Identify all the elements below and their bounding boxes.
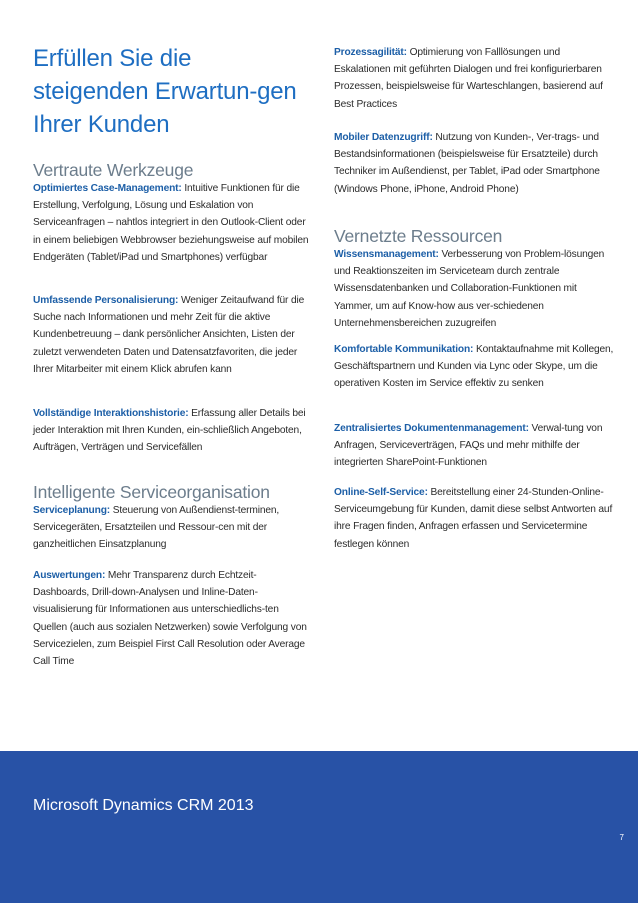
paragraph-personalisierung bbox=[33, 292, 309, 378]
paragraph-online-self-service bbox=[334, 484, 614, 553]
paragraph-text: Nutzung von Kunden-, Ver-trags- und Bestandsinformationen (beispielsweise für Ersatzteile) durch Techniker im Außendienst, per Tablet, iPad oder Smartphone (Windows Phone, iPhone, Android Phone) bbox=[334, 132, 600, 195]
paragraph-auswertungen bbox=[33, 567, 309, 670]
paragraph-text: Mehr Transparenz durch Echtzeit-Dashboards, Drill-down-Analysen und Inline-Daten-visualisierung für Informationen aus unterschiedlichs-ten Quellen (auch aus sozialen Netzwerken) sowie Verfolgung von Servicezielen, zum Beispiel First Call Resolution oder Average Call Time bbox=[33, 570, 307, 668]
paragraph-wissensmanagement bbox=[334, 246, 614, 332]
paragraph-text: Weniger Zeitaufwand für die Suche nach Informationen und mehr Zeit für die aktive Kundenbetreuung – dank persönlicher Ansichten, Listen der zuletzt verwendeten Daten und Datensatzfavoriten, die jeder Ihrer Mitarbeiter mit einem Klick abrufen kann bbox=[33, 295, 305, 375]
paragraph-serviceplanung bbox=[33, 502, 309, 554]
paragraph-lead: Prozessagilität: bbox=[334, 47, 407, 58]
paragraph-text: Optimierung von Falllösungen und Eskalationen mit geführten Dialogen und frei konfigurierbaren Prozessen, beispielsweise für Warteschlangen, basierend auf Best Practices bbox=[334, 47, 603, 110]
paragraph-interaktionshistorie bbox=[33, 405, 309, 457]
paragraph-lead: Mobiler Datenzugriff: bbox=[334, 132, 433, 143]
paragraph-text: Intuitive Funktionen für die Erstellung, Verfolgung, Lösung und Eskalation von Serviceanfragen – nahtlos integriert in den Outlook-Client oder in einem beliebigen Webbrowser beziehungsweise auf mobilen Endgeräten (Tablet/iPad und Smartphones) verfügbar bbox=[33, 183, 309, 263]
paragraph-lead: Vollständige Interaktionshistorie: bbox=[33, 408, 189, 419]
paragraph-text: Verwal-tung von Anfragen, Serviceverträgen, FAQs und mehr mithilfe der integrierten SharePoint-Funktionen bbox=[334, 423, 603, 469]
footer-band bbox=[0, 751, 638, 903]
paragraph-prozessagilitaet bbox=[334, 44, 606, 113]
paragraph-lead: Auswertungen: bbox=[33, 570, 106, 581]
page-title: Erfüllen Sie die steigenden Erwartun-gen Ihrer Kunden bbox=[33, 45, 297, 138]
paragraph-lead: Online-Self-Service: bbox=[334, 487, 428, 498]
paragraph-lead: Wissensmanagement: bbox=[334, 249, 439, 260]
paragraph-text: Bereitstellung einer 24-Stunden-Online-Serviceumgebung für Kunden, damit diese selbst Antworten auf ihre Fragen finden, Anfragen erfassen und Servicetermine festlegen können bbox=[334, 487, 613, 550]
section-heading-intelligente-serviceorganisation: Intelligente Serviceorganisation bbox=[33, 482, 270, 502]
paragraph-kommunikation bbox=[334, 341, 614, 393]
section-heading-vernetzte-ressourcen: Vernetzte Ressourcen bbox=[334, 226, 503, 246]
paragraph-lead: Optimiertes Case-Management: bbox=[33, 183, 182, 194]
paragraph-text: Steuerung von Außendienst-terminen, Servicegeräten, Ersatzteilen und Ressour-cen mit der ganzheitlichen Einsatzplanung bbox=[33, 505, 280, 551]
page-number: 7 bbox=[619, 833, 624, 842]
paragraph-text: Erfassung aller Details bei jeder Interaktion mit Ihren Kunden, ein-schließlich Angeboten, Aufträgen, Verträgen und Servicefällen bbox=[33, 408, 306, 454]
paragraph-case-management bbox=[33, 180, 309, 266]
paragraph-lead: Komfortable Kommunikation: bbox=[334, 344, 474, 355]
paragraph-lead: Zentralisiertes Dokumentenmanagement: bbox=[334, 423, 529, 434]
paragraph-dokumentenmanagement bbox=[334, 420, 614, 472]
paragraph-mobiler-datenzugriff bbox=[334, 129, 606, 198]
section-heading-vertraute-werkzeuge: Vertraute Werkzeuge bbox=[33, 160, 194, 180]
paragraph-text: Kontaktaufnahme mit Kollegen, Geschäftspartnern und Kunden via Lync oder Skype, um die operativen Kosten im Service effektiv zu senken bbox=[334, 344, 614, 390]
paragraph-lead: Serviceplanung: bbox=[33, 505, 111, 516]
paragraph-lead: Umfassende Personalisierung: bbox=[33, 295, 179, 306]
paragraph-text: Verbesserung von Problem-lösungen und Reaktionszeiten im Serviceteam durch zentrale Wissensdatenbanken und Collaboration-Funktionen mit Yammer, um auf Know-how aus ver-schiedenen Unternehmensbereichen zuzugreifen bbox=[334, 249, 605, 329]
footer-product-title: Microsoft Dynamics CRM 2013 bbox=[33, 797, 254, 814]
